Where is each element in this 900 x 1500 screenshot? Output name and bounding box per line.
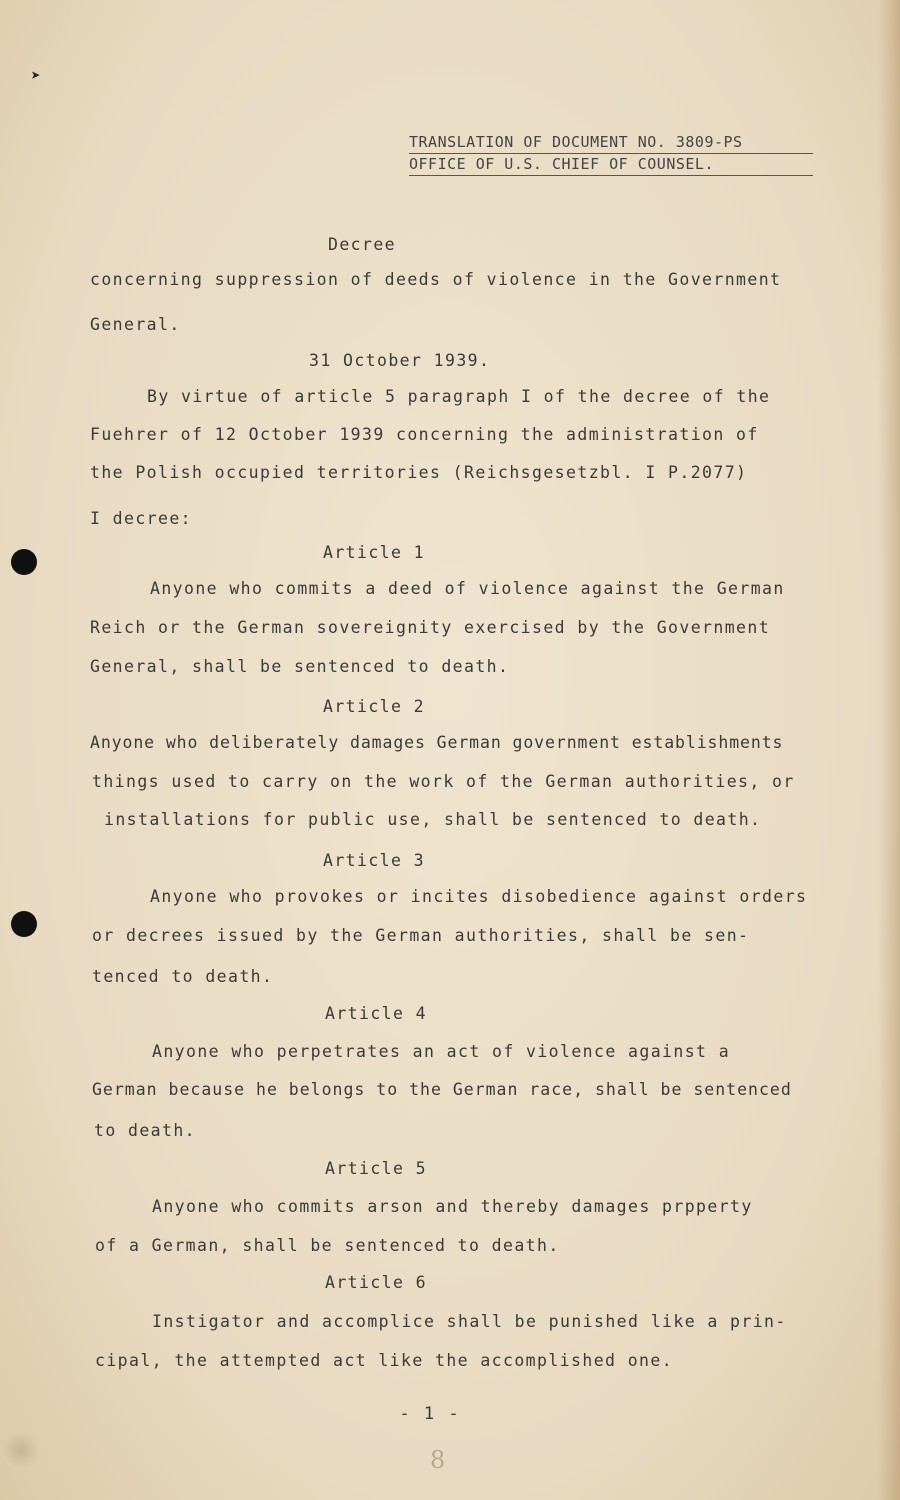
article-6-heading: Article 6 [325, 1273, 428, 1292]
article-6-line-1: Instigator and accomplice shall be punished like a prin- [152, 1312, 787, 1331]
article-1-heading: Article 1 [323, 543, 426, 562]
article-1-line-3: General, shall be sentenced to death. [90, 657, 510, 676]
preamble-line-2: Fuehrer of 12 October 1939 concerning the administration of [90, 425, 759, 444]
preamble-line-1: By virtue of article 5 paragraph I of the decree of the [147, 387, 771, 406]
article-2-heading: Article 2 [323, 697, 426, 716]
pen-mark: ➤ [31, 66, 41, 85]
article-2-line-1: Anyone who deliberately damages German government establishments [90, 733, 784, 752]
punch-hole-bottom [11, 911, 37, 937]
article-2-line-3: installations for public use, shall be sentenced to death. [104, 810, 762, 829]
paper-edge [878, 0, 900, 1500]
header-translation-line: TRANSLATION OF DOCUMENT NO. 3809-PS [409, 132, 813, 154]
article-3-line-2: or decrees issued by the German authorities, shall be sen- [92, 926, 750, 945]
decree-date: 31 October 1939. [309, 351, 491, 370]
punch-hole-top [11, 549, 37, 575]
decree-title: Decree [327, 235, 396, 254]
document-header [409, 132, 813, 176]
page-number: - 1 - [399, 1404, 461, 1424]
header-office-line: OFFICE OF U.S. CHIEF OF COUNSEL. [409, 154, 813, 176]
article-4-line-1: Anyone who perpetrates an act of violence against a [152, 1042, 731, 1061]
article-5-line-2: of a German, shall be sentenced to death. [95, 1236, 560, 1255]
article-1-line-1: Anyone who commits a deed of violence against the German [150, 579, 785, 598]
paper-smudge [4, 1430, 38, 1470]
subtitle-line-2: General. [90, 315, 181, 334]
subtitle-line-1: concerning suppression of deeds of violence in the Government [90, 270, 782, 289]
article-2-line-2: things used to carry on the work of the German authorities, or [92, 772, 795, 791]
article-3-heading: Article 3 [323, 851, 426, 870]
article-4-line-2: German because he belongs to the German race, shall be sentenced [92, 1080, 792, 1099]
article-5-line-1: Anyone who commits arson and thereby damages prpperty [152, 1197, 753, 1216]
article-1-line-2: Reich or the German sovereignity exercised by the Government [90, 618, 771, 637]
preamble-line-4: I decree: [90, 509, 193, 528]
article-6-line-2: cipal, the attempted act like the accomplished one. [95, 1351, 674, 1370]
preamble-line-3: the Polish occupied territories (Reichsgesetzbl. I P.2077) [90, 463, 748, 482]
article-5-heading: Article 5 [325, 1159, 428, 1178]
article-4-line-3: to death. [94, 1121, 197, 1140]
article-4-heading: Article 4 [325, 1004, 428, 1023]
handwritten-page-number: 8 [430, 1446, 446, 1474]
article-3-line-1: Anyone who provokes or incites disobedience against orders [150, 887, 808, 906]
article-3-line-3: tenced to death. [92, 967, 274, 986]
